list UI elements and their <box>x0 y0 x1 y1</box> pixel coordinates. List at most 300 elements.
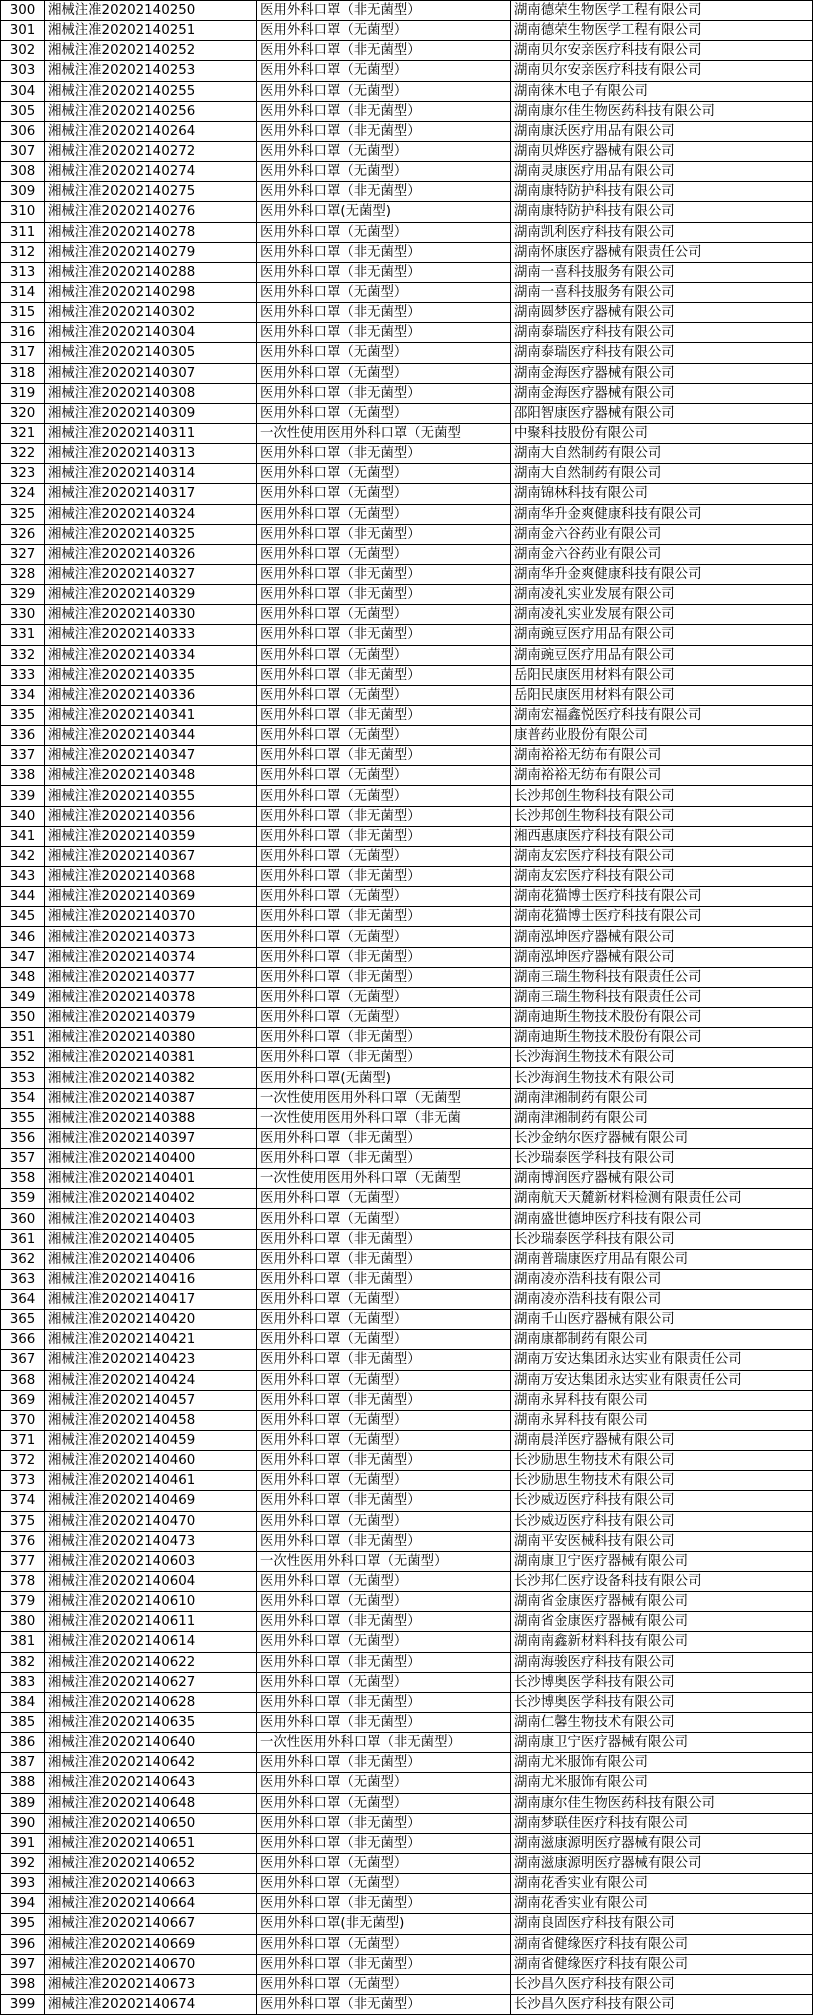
row-number-cell: 340 <box>1 806 45 826</box>
row-number-cell: 324 <box>1 484 45 504</box>
company-name-cell: 湖南南鑫新材料科技有限公司 <box>511 1632 813 1652</box>
table-row <box>1 585 813 605</box>
row-number-cell: 330 <box>1 605 45 625</box>
table-row <box>1 625 813 645</box>
product-name-cell: 医用外科口罩（无菌型） <box>257 464 511 484</box>
table-row <box>1 41 813 61</box>
company-name-cell: 湖南泓坤医疗器械有限公司 <box>511 947 813 967</box>
table-row <box>1 544 813 564</box>
product-name-cell: 医用外科口罩（非无菌型） <box>257 242 511 262</box>
company-name-cell: 长沙博奥医学科技有限公司 <box>511 1692 813 1712</box>
registration-number-cell: 湘械注准20202140401 <box>45 1169 257 1189</box>
row-number-cell: 347 <box>1 947 45 967</box>
registration-number-cell: 湘械注准20202140278 <box>45 222 257 242</box>
company-name-cell: 湖南良固医疗科技有限公司 <box>511 1914 813 1934</box>
product-name-cell: 医用外科口罩（无菌型） <box>257 162 511 182</box>
product-name-cell: 医用外科口罩（非无菌型） <box>257 1269 511 1289</box>
table-row <box>1 1954 813 1974</box>
product-name-cell: 医用外科口罩（无菌型） <box>257 1853 511 1873</box>
registration-number-cell: 湘械注准20202140250 <box>45 1 257 21</box>
table-row <box>1 383 813 403</box>
product-name-cell: 一次性医用外科口罩（非无菌型） <box>257 1733 511 1753</box>
registration-number-cell: 湘械注准20202140333 <box>45 625 257 645</box>
table-row <box>1 1350 813 1370</box>
company-name-cell: 长沙博奥医学科技有限公司 <box>511 1672 813 1692</box>
product-name-cell: 医用外科口罩（非无菌型） <box>257 1753 511 1773</box>
company-name-cell: 邵阳智康医疗器械有限公司 <box>511 403 813 423</box>
registration-number-cell: 湘械注准20202140304 <box>45 323 257 343</box>
company-name-cell: 中聚科技股份有限公司 <box>511 423 813 443</box>
row-number-cell: 377 <box>1 1551 45 1571</box>
table-row <box>1 1108 813 1128</box>
registration-number-cell: 湘械注准20202140628 <box>45 1692 257 1712</box>
product-name-cell: 医用外科口罩（非无菌型） <box>257 907 511 927</box>
table-row <box>1 1853 813 1873</box>
company-name-cell: 湖南康卫宁医疗器械有限公司 <box>511 1733 813 1753</box>
table-row <box>1 846 813 866</box>
table-row <box>1 1491 813 1511</box>
registration-number-cell: 湘械注准20202140347 <box>45 746 257 766</box>
row-number-cell: 350 <box>1 1008 45 1028</box>
product-name-cell: 医用外科口罩（非无菌型） <box>257 1350 511 1370</box>
product-name-cell: 一次性使用医用外科口罩（非无菌 <box>257 1108 511 1128</box>
product-name-cell: 医用外科口罩（无菌型） <box>257 1189 511 1209</box>
company-name-cell: 湖南泰瑞医疗科技有限公司 <box>511 343 813 363</box>
table-row <box>1 1551 813 1571</box>
table-row <box>1 81 813 101</box>
row-number-cell: 331 <box>1 625 45 645</box>
registration-number-cell: 湘械注准20202140674 <box>45 1994 257 2014</box>
product-name-cell: 医用外科口罩（无菌型） <box>257 1592 511 1612</box>
registration-number-cell: 湘械注准20202140317 <box>45 484 257 504</box>
company-name-cell: 湖南花香实业有限公司 <box>511 1894 813 1914</box>
company-name-cell: 湖南凌礼实业发展有限公司 <box>511 585 813 605</box>
registration-number-cell: 湘械注准20202140469 <box>45 1491 257 1511</box>
company-name-cell: 长沙瑞泰医学科技有限公司 <box>511 1149 813 1169</box>
row-number-cell: 399 <box>1 1994 45 2014</box>
product-name-cell: 医用外科口罩（无菌型） <box>257 685 511 705</box>
row-number-cell: 342 <box>1 846 45 866</box>
product-name-cell: 医用外科口罩(非无菌型) <box>257 1914 511 1934</box>
product-name-cell: 医用外科口罩（非无菌型） <box>257 524 511 544</box>
product-name-cell: 医用外科口罩（无菌型） <box>257 141 511 161</box>
company-name-cell: 湖南普瑞康医疗用品有限公司 <box>511 1249 813 1269</box>
table-row <box>1 242 813 262</box>
company-name-cell: 湖南滋康源明医疗器械有限公司 <box>511 1853 813 1873</box>
table-row <box>1 786 813 806</box>
company-name-cell: 湖南贝尔安亲医疗科技有限公司 <box>511 61 813 81</box>
table-row <box>1 343 813 363</box>
product-name-cell: 医用外科口罩（非无菌型） <box>257 1954 511 1974</box>
company-name-cell: 湖南大自然制药有限公司 <box>511 464 813 484</box>
company-name-cell: 湖南德荣生物医学工程有限公司 <box>511 1 813 21</box>
company-name-cell: 湖南凌亦浩科技有限公司 <box>511 1269 813 1289</box>
company-name-cell: 湖南康特防护科技有限公司 <box>511 202 813 222</box>
registration-number-cell: 湘械注准20202140355 <box>45 786 257 806</box>
row-number-cell: 307 <box>1 141 45 161</box>
row-number-cell: 358 <box>1 1169 45 1189</box>
table-row <box>1 685 813 705</box>
table-row <box>1 967 813 987</box>
table-row <box>1 484 813 504</box>
product-name-cell: 医用外科口罩（非无菌型） <box>257 665 511 685</box>
product-name-cell: 医用外科口罩（无菌型） <box>257 1934 511 1954</box>
company-name-cell: 湖南花猫博士医疗科技有限公司 <box>511 907 813 927</box>
row-number-cell: 368 <box>1 1370 45 1390</box>
table-row <box>1 1028 813 1048</box>
product-name-cell: 医用外科口罩（非无菌型） <box>257 1894 511 1914</box>
company-name-cell: 湖南康卫宁医疗器械有限公司 <box>511 1551 813 1571</box>
row-number-cell: 379 <box>1 1592 45 1612</box>
registration-number-cell: 湘械注准20202140327 <box>45 564 257 584</box>
company-name-cell: 湖南晨洋医疗器械有限公司 <box>511 1430 813 1450</box>
company-name-cell: 康普药业股份有限公司 <box>511 726 813 746</box>
table-row <box>1 947 813 967</box>
row-number-cell: 356 <box>1 1128 45 1148</box>
registration-number-cell: 湘械注准20202140397 <box>45 1128 257 1148</box>
product-name-cell: 医用外科口罩（非无菌型） <box>257 1451 511 1471</box>
row-number-cell: 301 <box>1 21 45 41</box>
table-row <box>1 504 813 524</box>
product-name-cell: 医用外科口罩（非无菌型） <box>257 121 511 141</box>
product-name-cell: 医用外科口罩（无菌型） <box>257 786 511 806</box>
row-number-cell: 332 <box>1 645 45 665</box>
table-row <box>1 605 813 625</box>
table-row <box>1 444 813 464</box>
company-name-cell: 湖南津湘制药有限公司 <box>511 1108 813 1128</box>
table-row <box>1 262 813 282</box>
product-name-cell: 医用外科口罩（非无菌型） <box>257 1390 511 1410</box>
row-number-cell: 390 <box>1 1813 45 1833</box>
company-name-cell: 湖南万安达集团永达实业有限责任公司 <box>511 1350 813 1370</box>
company-name-cell: 湖南凌亦浩科技有限公司 <box>511 1290 813 1310</box>
product-name-cell: 医用外科口罩（非无菌型） <box>257 867 511 887</box>
row-number-cell: 369 <box>1 1390 45 1410</box>
registration-number-cell: 湘械注准20202140400 <box>45 1149 257 1169</box>
row-number-cell: 329 <box>1 585 45 605</box>
company-name-cell: 湖南海骏医疗科技有限公司 <box>511 1652 813 1672</box>
registration-number-cell: 湘械注准20202140344 <box>45 726 257 746</box>
registration-number-cell: 湘械注准20202140341 <box>45 705 257 725</box>
row-number-cell: 314 <box>1 282 45 302</box>
company-name-cell: 湖南怀康医疗器械有限责任公司 <box>511 242 813 262</box>
row-number-cell: 385 <box>1 1712 45 1732</box>
product-name-cell: 医用外科口罩（无菌型） <box>257 544 511 564</box>
registration-number-cell: 湘械注准20202140255 <box>45 81 257 101</box>
registration-number-cell: 湘械注准20202140457 <box>45 1390 257 1410</box>
row-number-cell: 366 <box>1 1330 45 1350</box>
table-row <box>1 1290 813 1310</box>
product-name-cell: 医用外科口罩（无菌型） <box>257 1773 511 1793</box>
registration-number-cell: 湘械注准20202140669 <box>45 1934 257 1954</box>
registration-number-cell: 湘械注准20202140470 <box>45 1511 257 1531</box>
registration-number-cell: 湘械注准20202140251 <box>45 21 257 41</box>
table-row <box>1 1410 813 1430</box>
company-name-cell: 湖南康特防护科技有限公司 <box>511 182 813 202</box>
row-number-cell: 365 <box>1 1310 45 1330</box>
table-row <box>1 1149 813 1169</box>
product-name-cell: 医用外科口罩（非无菌型） <box>257 101 511 121</box>
registration-number-cell: 湘械注准20202140622 <box>45 1652 257 1672</box>
product-name-cell: 医用外科口罩（非无菌型） <box>257 303 511 323</box>
row-number-cell: 388 <box>1 1773 45 1793</box>
row-number-cell: 373 <box>1 1471 45 1491</box>
table-row <box>1 1773 813 1793</box>
registration-number-cell: 湘械注准20202140302 <box>45 303 257 323</box>
registration-number-cell: 湘械注准20202140459 <box>45 1430 257 1450</box>
registration-number-cell: 湘械注准20202140379 <box>45 1008 257 1028</box>
registration-number-cell: 湘械注准20202140313 <box>45 444 257 464</box>
product-name-cell: 医用外科口罩（无菌型） <box>257 766 511 786</box>
company-name-cell: 湖南康尔佳生物医药科技有限公司 <box>511 1793 813 1813</box>
product-name-cell: 一次性使用医用外科口罩（无菌型 <box>257 1169 511 1189</box>
registration-number-cell: 湘械注准20202140309 <box>45 403 257 423</box>
table-row <box>1 1571 813 1591</box>
registration-number-cell: 湘械注准20202140387 <box>45 1088 257 1108</box>
row-number-cell: 311 <box>1 222 45 242</box>
registration-number-cell: 湘械注准20202140664 <box>45 1894 257 1914</box>
row-number-cell: 338 <box>1 766 45 786</box>
registration-number-cell: 湘械注准20202140614 <box>45 1632 257 1652</box>
row-number-cell: 357 <box>1 1149 45 1169</box>
registration-number-cell: 湘械注准20202140388 <box>45 1108 257 1128</box>
company-name-cell: 湖南盛世德坤医疗科技有限公司 <box>511 1209 813 1229</box>
product-name-cell: 医用外科口罩（非无菌型） <box>257 705 511 725</box>
registration-number-cell: 湘械注准20202140314 <box>45 464 257 484</box>
company-name-cell: 湖南梦联佳医疗科技有限公司 <box>511 1813 813 1833</box>
product-name-cell: 医用外科口罩（非无菌型） <box>257 1692 511 1712</box>
table-row <box>1 665 813 685</box>
company-name-cell: 湖南三瑞生物科技有限责任公司 <box>511 967 813 987</box>
table-row <box>1 141 813 161</box>
registration-number-cell: 湘械注准20202140611 <box>45 1612 257 1632</box>
company-name-cell: 长沙威迈医疗科技有限公司 <box>511 1491 813 1511</box>
table-row <box>1 1430 813 1450</box>
product-name-cell: 医用外科口罩（无菌型） <box>257 1471 511 1491</box>
row-number-cell: 389 <box>1 1793 45 1813</box>
product-name-cell: 医用外科口罩（无菌型） <box>257 605 511 625</box>
product-name-cell: 医用外科口罩（无菌型） <box>257 1209 511 1229</box>
table-row <box>1 1753 813 1773</box>
company-name-cell: 湖南津湘制药有限公司 <box>511 1088 813 1108</box>
table-row <box>1 1048 813 1068</box>
company-name-cell: 湖南凌礼实业发展有限公司 <box>511 605 813 625</box>
company-name-cell: 长沙海润生物技术有限公司 <box>511 1048 813 1068</box>
registration-number-cell: 湘械注准20202140667 <box>45 1914 257 1934</box>
registration-number-cell: 湘械注准20202140381 <box>45 1048 257 1068</box>
company-name-cell: 岳阳民康医用材料有限公司 <box>511 685 813 705</box>
table-row <box>1 303 813 323</box>
company-name-cell: 湖南康都制药有限公司 <box>511 1330 813 1350</box>
company-name-cell: 湖南德荣生物医学工程有限公司 <box>511 21 813 41</box>
row-number-cell: 375 <box>1 1511 45 1531</box>
table-row <box>1 1370 813 1390</box>
table-row <box>1 867 813 887</box>
company-name-cell: 湖南一喜科技服务有限公司 <box>511 282 813 302</box>
table-row <box>1 363 813 383</box>
company-name-cell: 湖南锦林科技有限公司 <box>511 484 813 504</box>
company-name-cell: 长沙励思生物技术有限公司 <box>511 1451 813 1471</box>
table-row <box>1 645 813 665</box>
registration-number-cell: 湘械注准20202140264 <box>45 121 257 141</box>
table-row <box>1 1128 813 1148</box>
row-number-cell: 362 <box>1 1249 45 1269</box>
table-row <box>1 1934 813 1954</box>
company-name-cell: 长沙海润生物技术有限公司 <box>511 1068 813 1088</box>
company-name-cell: 湖南友宏医疗科技有限公司 <box>511 867 813 887</box>
product-name-cell: 医用外科口罩（非无菌型） <box>257 1531 511 1551</box>
row-number-cell: 351 <box>1 1028 45 1048</box>
company-name-cell: 湖南泰瑞医疗科技有限公司 <box>511 323 813 343</box>
row-number-cell: 393 <box>1 1874 45 1894</box>
table-row <box>1 1632 813 1652</box>
product-name-cell: 医用外科口罩（无菌型） <box>257 645 511 665</box>
company-name-cell: 湖南凯利医疗科技有限公司 <box>511 222 813 242</box>
registration-number-cell: 湘械注准20202140370 <box>45 907 257 927</box>
table-row <box>1 21 813 41</box>
registration-number-cell: 湘械注准20202140421 <box>45 1330 257 1350</box>
row-number-cell: 353 <box>1 1068 45 1088</box>
product-name-cell: 医用外科口罩（非无菌型） <box>257 1028 511 1048</box>
table-row <box>1 1531 813 1551</box>
row-number-cell: 326 <box>1 524 45 544</box>
row-number-cell: 359 <box>1 1189 45 1209</box>
registration-number-cell: 湘械注准20202140326 <box>45 544 257 564</box>
registration-number-cell: 湘械注准20202140359 <box>45 826 257 846</box>
table-row <box>1 1672 813 1692</box>
company-name-cell: 湖南康尔佳生物医药科技有限公司 <box>511 101 813 121</box>
product-name-cell: 医用外科口罩（无菌型） <box>257 484 511 504</box>
table-row <box>1 1894 813 1914</box>
registration-number-cell: 湘械注准20202140367 <box>45 846 257 866</box>
product-name-cell: 医用外科口罩（非无菌型） <box>257 1229 511 1249</box>
company-name-cell: 长沙邦仁医疗设备科技有限公司 <box>511 1571 813 1591</box>
product-name-cell: 医用外科口罩（非无菌型） <box>257 1048 511 1068</box>
company-name-cell: 湖南康沃医疗用品有限公司 <box>511 121 813 141</box>
product-name-cell: 医用外科口罩（非无菌型） <box>257 564 511 584</box>
registration-number-cell: 湘械注准20202140603 <box>45 1551 257 1571</box>
product-name-cell: 医用外科口罩（非无菌型） <box>257 41 511 61</box>
company-name-cell: 长沙威迈医疗科技有限公司 <box>511 1511 813 1531</box>
company-name-cell: 湖南金海医疗器械有限公司 <box>511 363 813 383</box>
registration-number-cell: 湘械注准20202140651 <box>45 1833 257 1853</box>
product-name-cell: 医用外科口罩(无菌型) <box>257 202 511 222</box>
row-number-cell: 323 <box>1 464 45 484</box>
registration-number-cell: 湘械注准20202140461 <box>45 1471 257 1491</box>
registration-number-cell: 湘械注准20202140279 <box>45 242 257 262</box>
table-row <box>1 403 813 423</box>
company-name-cell: 湖南花香实业有限公司 <box>511 1874 813 1894</box>
company-name-cell: 湖南灵康医疗用品有限公司 <box>511 162 813 182</box>
registration-number-cell: 湘械注准20202140402 <box>45 1189 257 1209</box>
table-row <box>1 746 813 766</box>
product-name-cell: 医用外科口罩（非无菌型） <box>257 1149 511 1169</box>
product-name-cell: 医用外科口罩（非无菌型） <box>257 444 511 464</box>
table-row <box>1 1229 813 1249</box>
company-name-cell: 湖南迪斯生物技术股份有限公司 <box>511 1028 813 1048</box>
registration-number-cell: 湘械注准20202140673 <box>45 1974 257 1994</box>
table-row <box>1 1088 813 1108</box>
row-number-cell: 387 <box>1 1753 45 1773</box>
registration-number-cell: 湘械注准20202140336 <box>45 685 257 705</box>
row-number-cell: 310 <box>1 202 45 222</box>
registration-number-cell: 湘械注准20202140610 <box>45 1592 257 1612</box>
table-row <box>1 1974 813 1994</box>
company-name-cell: 湖南圆梦医疗器械有限公司 <box>511 303 813 323</box>
product-name-cell: 医用外科口罩（无菌型） <box>257 81 511 101</box>
product-name-cell: 一次性使用医用外科口罩（无菌型 <box>257 423 511 443</box>
row-number-cell: 348 <box>1 967 45 987</box>
table-row <box>1 1390 813 1410</box>
table-row <box>1 1451 813 1471</box>
row-number-cell: 341 <box>1 826 45 846</box>
product-name-cell: 医用外科口罩（非无菌型） <box>257 182 511 202</box>
row-number-cell: 327 <box>1 544 45 564</box>
product-name-cell: 医用外科口罩（无菌型） <box>257 726 511 746</box>
table-row <box>1 1793 813 1813</box>
company-name-cell: 长沙金纳尔医疗器械有限公司 <box>511 1128 813 1148</box>
product-name-cell: 医用外科口罩（非无菌型） <box>257 746 511 766</box>
registration-number-cell: 湘械注准20202140420 <box>45 1310 257 1330</box>
registration-number-cell: 湘械注准20202140643 <box>45 1773 257 1793</box>
row-number-cell: 318 <box>1 363 45 383</box>
registration-number-cell: 湘械注准20202140325 <box>45 524 257 544</box>
registration-number-cell: 湘械注准20202140335 <box>45 665 257 685</box>
table-row <box>1 464 813 484</box>
product-name-cell: 医用外科口罩(无菌型) <box>257 1068 511 1088</box>
table-row <box>1 1994 813 2014</box>
product-name-cell: 医用外科口罩（无菌型） <box>257 1793 511 1813</box>
registration-number-cell: 湘械注准20202140416 <box>45 1269 257 1289</box>
registration-number-cell: 湘械注准20202140275 <box>45 182 257 202</box>
product-name-cell: 医用外科口罩（无菌型） <box>257 282 511 302</box>
row-number-cell: 336 <box>1 726 45 746</box>
row-number-cell: 380 <box>1 1612 45 1632</box>
registration-number-cell: 湘械注准20202140424 <box>45 1370 257 1390</box>
company-name-cell: 湖南华升金爽健康科技有限公司 <box>511 504 813 524</box>
registration-number-cell: 湘械注准20202140648 <box>45 1793 257 1813</box>
registration-number-cell: 湘械注准20202140382 <box>45 1068 257 1088</box>
table-row <box>1 806 813 826</box>
company-name-cell: 湘西惠康医疗科技有限公司 <box>511 826 813 846</box>
row-number-cell: 361 <box>1 1229 45 1249</box>
registration-number-cell: 湘械注准20202140334 <box>45 645 257 665</box>
table-row <box>1 222 813 242</box>
row-number-cell: 395 <box>1 1914 45 1934</box>
table-row <box>1 887 813 907</box>
product-name-cell: 医用外科口罩（非无菌型） <box>257 1491 511 1511</box>
row-number-cell: 397 <box>1 1954 45 1974</box>
row-number-cell: 346 <box>1 927 45 947</box>
product-name-cell: 医用外科口罩（无菌型） <box>257 846 511 866</box>
row-number-cell: 371 <box>1 1430 45 1450</box>
product-name-cell: 医用外科口罩（非无菌型） <box>257 1994 511 2014</box>
product-name-cell: 医用外科口罩（非无菌型） <box>257 947 511 967</box>
product-name-cell: 医用外科口罩（非无菌型） <box>257 1 511 21</box>
row-number-cell: 363 <box>1 1269 45 1289</box>
table-body <box>1 1 813 2015</box>
company-name-cell: 湖南徕木电子有限公司 <box>511 81 813 101</box>
product-name-cell: 医用外科口罩（无菌型） <box>257 363 511 383</box>
company-name-cell: 湖南裕裕无纺布有限公司 <box>511 746 813 766</box>
table-row <box>1 826 813 846</box>
company-name-cell: 湖南博润医疗器械有限公司 <box>511 1169 813 1189</box>
product-name-cell: 医用外科口罩（非无菌型） <box>257 1612 511 1632</box>
product-name-cell: 医用外科口罩（非无菌型） <box>257 262 511 282</box>
product-name-cell: 医用外科口罩（无菌型） <box>257 403 511 423</box>
table-row <box>1 524 813 544</box>
table-row <box>1 1189 813 1209</box>
